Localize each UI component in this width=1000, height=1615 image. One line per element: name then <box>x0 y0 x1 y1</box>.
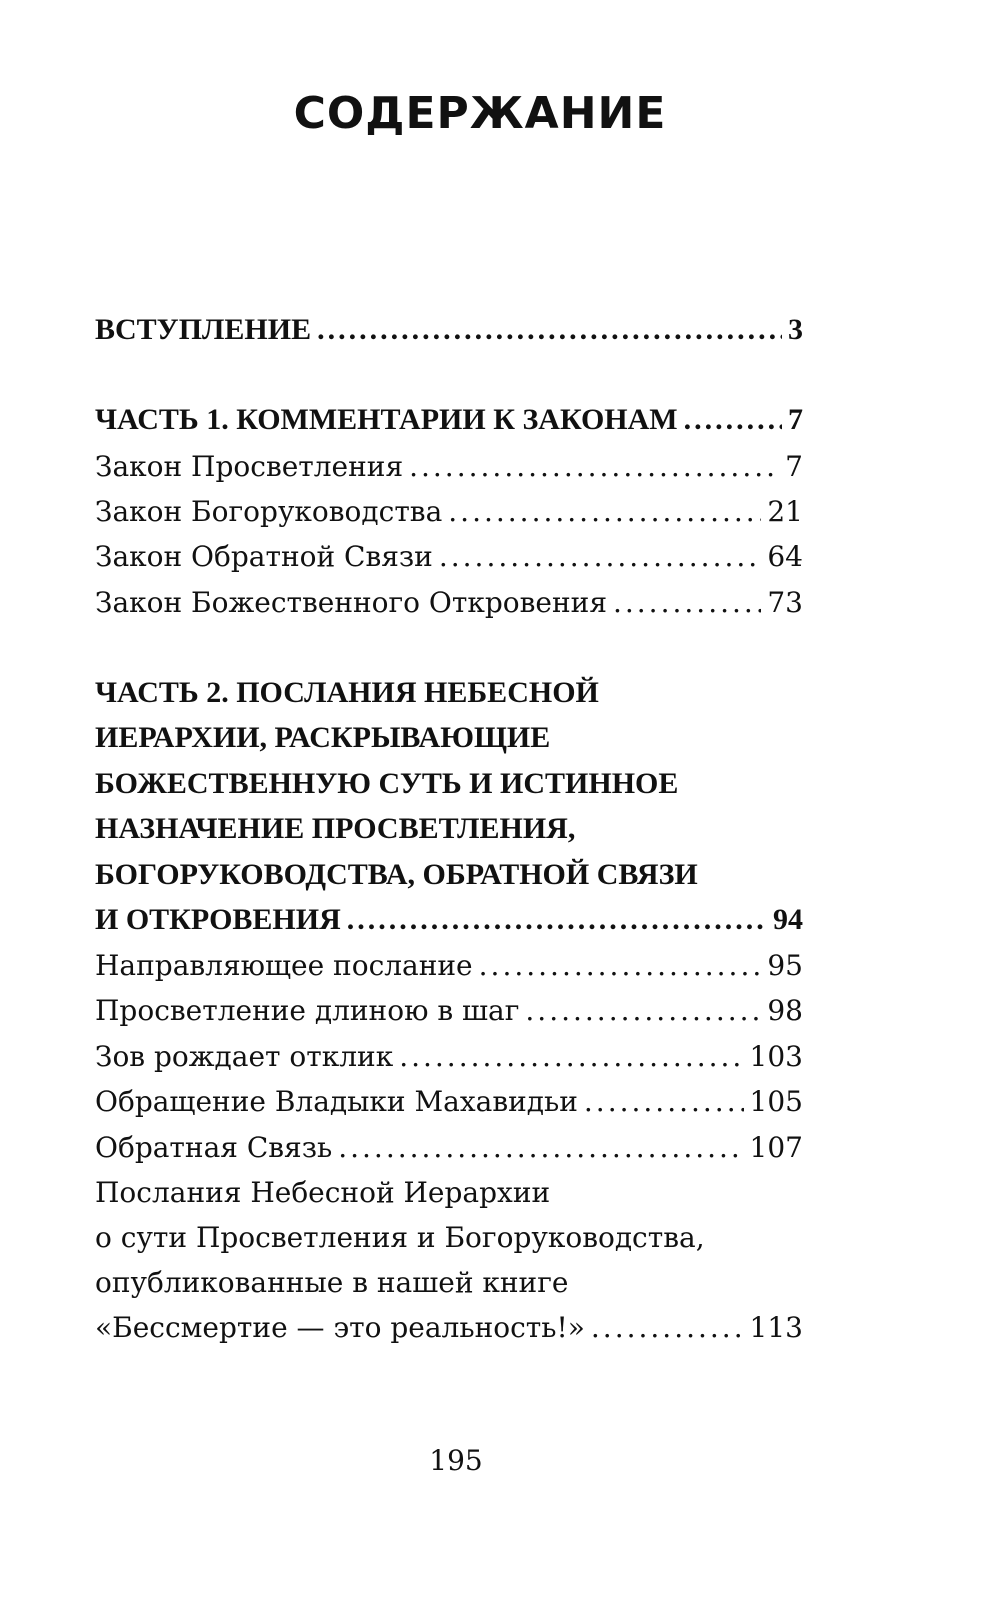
toc-entry-page: 103 <box>749 1040 803 1073</box>
toc-entry-page: 94 <box>773 903 803 936</box>
toc-entry-label: ВСТУПЛЕНИЕ <box>95 313 312 346</box>
dot-leader <box>591 1310 744 1346</box>
page-title: СОДЕРЖАНИЕ <box>293 88 667 139</box>
toc-entry <box>95 585 803 621</box>
toc-entry <box>95 449 803 485</box>
toc-entry <box>95 1084 803 1120</box>
toc-entry-page: 105 <box>749 1085 803 1118</box>
toc-entry-label: И ОТКРОВЕНИЯ <box>95 903 341 936</box>
toc-entry-label: ЧАСТЬ 1. КОММЕНТАРИИ К ЗАКОНАМ <box>95 403 678 436</box>
toc-entry-label: Закон Богоруководства <box>95 495 443 528</box>
toc-entry <box>95 1310 803 1346</box>
toc-entry-label: Направляющее послание <box>95 949 473 982</box>
dot-leader <box>584 1084 744 1120</box>
toc-entry-page: 7 <box>785 450 803 483</box>
toc-entry-line: Послания Небесной Иерархии <box>95 1176 551 1209</box>
dot-leader <box>317 312 782 348</box>
dot-leader <box>409 449 779 485</box>
toc-entry <box>95 539 803 575</box>
toc-part2-heading-last <box>95 902 803 938</box>
toc-entry-label: Закон Обратной Связи <box>95 540 433 573</box>
toc-entry-label: Закон Божественного Откровения <box>95 586 607 619</box>
dot-leader <box>338 1130 743 1166</box>
toc-entry-page: 21 <box>767 495 803 528</box>
toc-entry-page: 7 <box>788 403 803 436</box>
dot-leader <box>479 948 762 984</box>
toc-entry-page: 3 <box>788 313 803 346</box>
toc-entry-page: 95 <box>767 949 803 982</box>
toc-entry-label: Зов рождает отклик <box>95 1040 394 1073</box>
toc-entry-line: о сути Просветления и Богоруководства, <box>95 1221 705 1254</box>
toc-part1-heading <box>95 402 803 438</box>
toc-entry-label: Обращение Владыки Махавидьи <box>95 1085 578 1118</box>
toc-part2-heading-line: ИЕРАРХИИ, РАСКРЫВАЮЩИЕ <box>95 721 551 754</box>
toc-entry-intro <box>95 312 803 348</box>
toc-part2-heading-line: НАЗНАЧЕНИЕ ПРОСВЕТЛЕНИЯ, <box>95 812 576 845</box>
toc-entry-page: 98 <box>767 994 803 1027</box>
toc-entry <box>95 948 803 984</box>
page-number: 195 <box>429 1444 483 1477</box>
toc-entry <box>95 1130 803 1166</box>
toc-entry-page: 113 <box>749 1311 803 1344</box>
toc-part2-heading-line: ЧАСТЬ 2. ПОСЛАНИЯ НЕБЕСНОЙ <box>95 676 599 709</box>
toc-entry-line: опубликованные в нашей книге <box>95 1266 569 1299</box>
dot-leader <box>439 539 762 575</box>
toc-entry-page: 73 <box>767 586 803 619</box>
toc-part2-heading-line: БОЖЕСТВЕННУЮ СУТЬ И ИСТИННОЕ <box>95 767 679 800</box>
toc-entry-page: 107 <box>749 1131 803 1164</box>
toc-part2-heading-line: БОГОРУКОВОДСТВА, ОБРАТНОЙ СВЯЗИ <box>95 858 698 891</box>
dot-leader <box>399 1039 743 1075</box>
toc-entry-label: «Бессмертие — это реальность!» <box>95 1311 585 1344</box>
toc-entry <box>95 494 803 530</box>
dot-leader <box>448 494 761 530</box>
toc-entry-label: Закон Просветления <box>95 450 404 483</box>
toc-entry <box>95 993 803 1029</box>
dot-leader <box>347 902 767 938</box>
toc-entry-label: Обратная Связь <box>95 1131 333 1164</box>
dot-leader <box>613 585 761 621</box>
toc-entry-label: Просветление длиною в шаг <box>95 994 520 1027</box>
dot-leader <box>525 993 761 1029</box>
toc-entry-page: 64 <box>767 540 803 573</box>
dot-leader <box>684 402 782 438</box>
toc-entry <box>95 1039 803 1075</box>
